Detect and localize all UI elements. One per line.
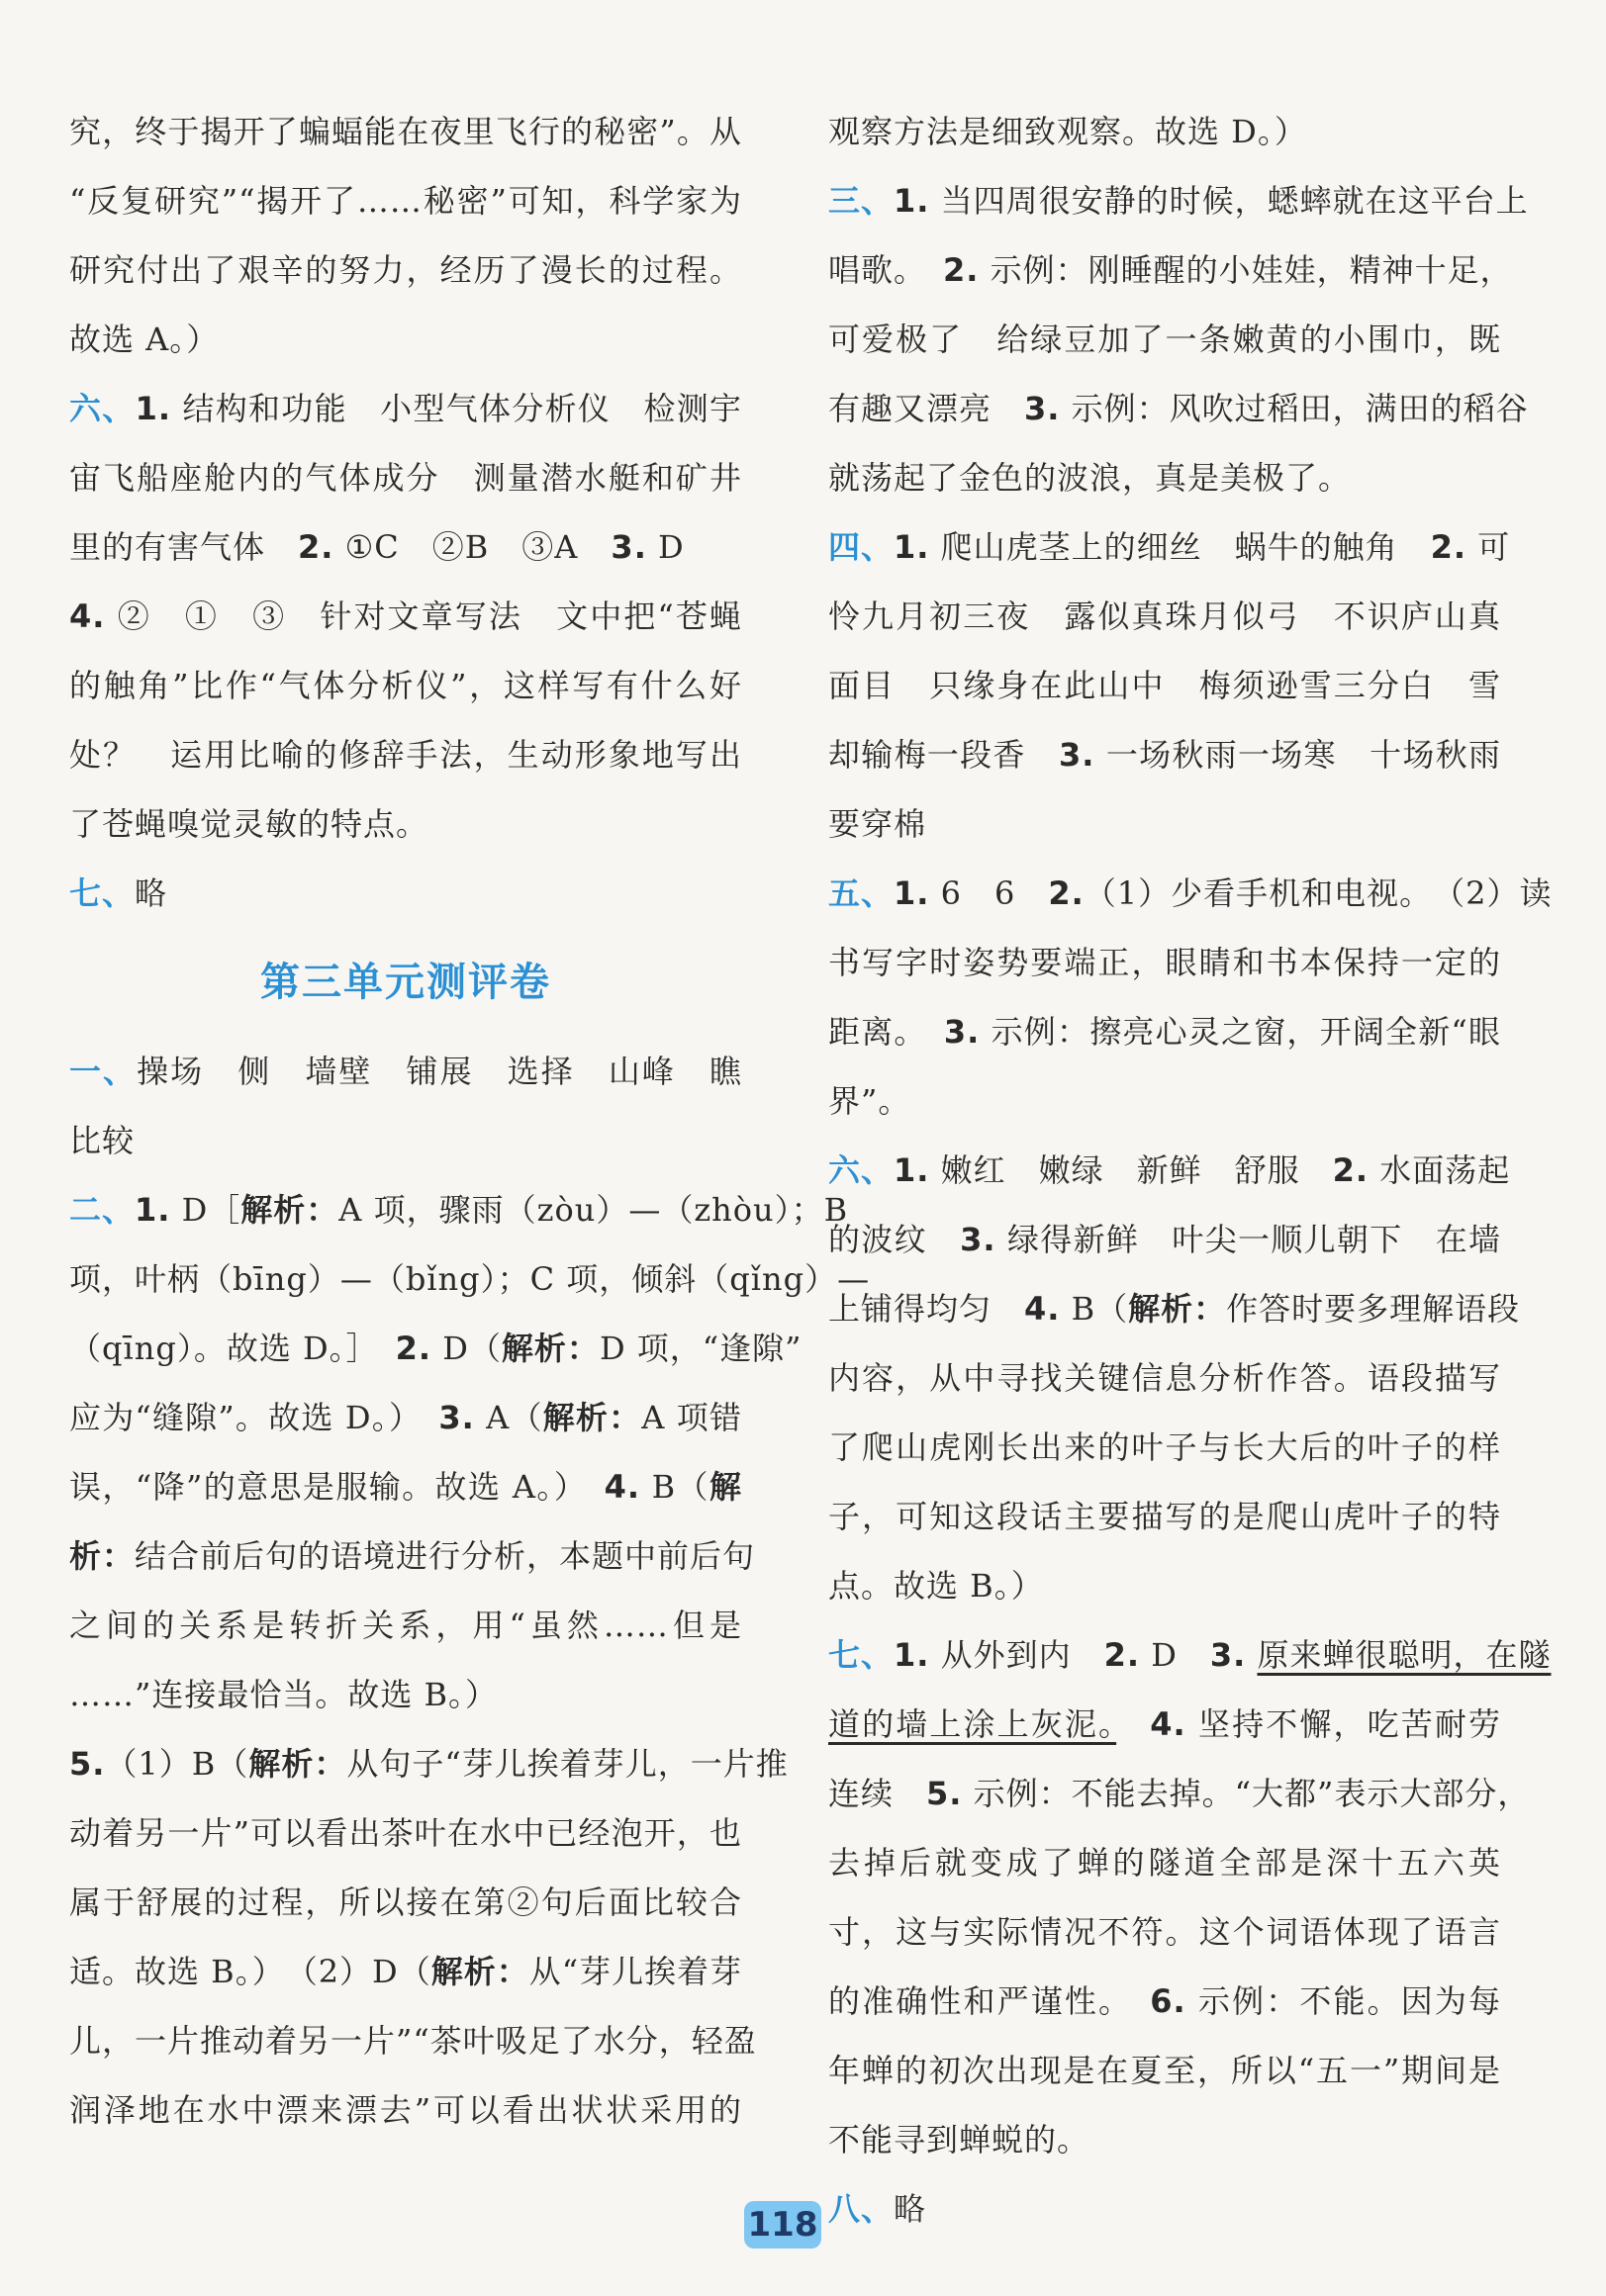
analysis-label: 解析： [248,1745,347,1783]
question-number: 5. [69,1745,106,1783]
text-segment: 属于舒展的过程，所以接在第②句后面比较合 [69,1883,742,1921]
text-line [69,1175,849,1244]
text-line [828,789,1501,859]
text-segment: 示例：擦亮心灵之窗，开阔全新“眼 [980,1013,1501,1051]
analysis-label: 解析： [501,1330,600,1367]
question-number: 6. [1150,1982,1186,2020]
text-segment: 之间的关系是转折关系，用“虽然……但是 [69,1607,742,1644]
text-line [828,2105,1501,2174]
text-line [69,374,742,443]
text-segment: 要穿棉 [828,805,927,843]
section-marker: 六、 [828,1151,895,1189]
text-line [69,1314,803,1383]
text-segment: 界”。 [828,1082,911,1120]
section-marker: 五、 [828,874,895,912]
text-segment: 观察方法是细致观察。故选 D。） [828,113,1307,150]
text-line [828,97,1501,166]
text-segment: （1）B（ [105,1745,249,1783]
text-segment: 的准确性和严谨性。 [828,1982,1151,2020]
text-segment: 故选 A。） [69,321,220,358]
analysis-label: 解析： [1128,1290,1227,1328]
text-segment: 结合前后句的语境进行分析，本题中前后句 [135,1537,756,1575]
text-segment: 有趣又漂亮 [828,390,1025,427]
question-number: 4. [69,597,106,635]
text-segment: 面目 只缘身在此山中 梅须逊雪三分白 雪 [828,667,1501,704]
analysis-label: 解析： [430,1953,529,1990]
text-segment: 一场秋雨一场寒 十场秋雨 [1094,736,1501,774]
text-line [828,1205,1501,1274]
question-number: 1. [894,1636,930,1674]
question-number: 1. [894,528,930,566]
question-number: 2. [298,528,334,566]
text-segment: 年蝉的初次出现是在夏至，所以“五一”期间是 [828,2052,1501,2089]
text-segment: 嫩红 嫩绿 新鲜 舒服 [929,1151,1333,1189]
text-segment: 不能寻到蝉蜕的。 [828,2121,1090,2158]
text-segment: A（ [474,1399,543,1436]
text-segment: “反复研究”“揭开了……秘密”可知，科学家为 [69,182,742,220]
text-line [828,859,1553,928]
text-segment: 略 [135,874,168,912]
text-segment: （1）少看手机和电视。 （2）读 [1084,874,1553,912]
text-segment: A 项错 [641,1399,742,1436]
text-line [828,1620,1552,1690]
text-segment: 了爬山虎刚长出来的叶子与长大后的叶子的样 [828,1428,1501,1466]
text-segment: 唱歌。 [828,251,944,289]
text-segment: 的波纹 [828,1221,961,1258]
text-line [828,443,1501,512]
question-number: 2. [1103,1636,1141,1674]
text-segment: （qīng）。故选 D。］ [69,1330,396,1367]
text-segment: 示例：不能。因为每 [1185,1982,1501,2020]
text-segment: 结构和功能 小型气体分析仪 检测宇 [171,390,742,427]
text-segment: 可爱极了 给绿豆加了一条嫩黄的小围巾，既 [828,321,1501,358]
text-segment: 点。故选 B。） [828,1567,1044,1605]
text-segment: 了苍蝇嗅觉灵敏的特点。 [69,805,429,843]
text-line [828,1066,1501,1136]
text-segment: 适。故选 B。） （2）D（ [69,1953,431,1990]
text-line [828,1136,1511,1205]
text-line [69,582,742,651]
question-number: 2. [1430,528,1467,566]
question-number: 1. [894,874,930,912]
text-segment: 可 [1466,528,1511,566]
text-line [69,1591,742,1660]
text-segment: ①C ②B ③A [333,528,612,566]
text-segment: 的触角”比作“气体分析仪”，这样写有什么好 [69,667,742,704]
text-segment: D（ [431,1330,502,1367]
text-segment: 润泽地在水中漂来漂去”可以看出状状采用的 [69,2091,742,2129]
analysis-label: 解 [709,1468,742,1506]
analysis-label: 析： [69,1537,136,1575]
question-number: 1. [135,1191,171,1229]
text-line [828,928,1501,997]
text-segment [1116,1705,1150,1743]
text-segment: 内容，从中寻找关键信息分析作答。语段描写 [828,1359,1501,1397]
text-segment: 示例：风吹过稻田，满田的稻谷 [1060,390,1529,427]
text-segment: 子，可知这段话主要描写的是爬山虎叶子的特 [828,1498,1501,1535]
text-segment: 就荡起了金色的波浪，真是美极了。 [828,459,1352,497]
section-marker: 八、 [828,2190,895,2228]
question-number: 3. [438,1399,475,1436]
text-segment: 动着另一片”可以看出茶叶在水中已经泡开，也 [69,1814,742,1852]
text-line [828,1482,1501,1551]
text-line [69,1937,742,2006]
analysis-label: 解析： [240,1191,339,1229]
text-line [828,374,1529,443]
text-line [828,2174,1501,2244]
text-segment: B（ [1060,1290,1129,1328]
text-line [828,651,1501,720]
question-number: 4. [1150,1705,1186,1743]
text-line [828,1828,1501,1897]
question-number: 5. [926,1775,963,1812]
question-number: 1. [135,390,171,427]
question-number: 1. [894,182,930,220]
text-line [69,1244,871,1314]
text-line [828,720,1501,789]
question-number: 4. [604,1468,641,1506]
text-line [69,1383,742,1452]
section-marker: 四、 [828,528,895,566]
text-segment: 研究付出了艰辛的努力，经历了漫长的过程。 [69,251,742,289]
question-number: 3. [611,528,647,566]
question-number: 2. [1332,1151,1370,1189]
text-line [69,789,742,859]
underlined-answer: 道的墙上涂上灰泥。 [828,1705,1117,1743]
question-number: 1. [894,1151,930,1189]
question-number: 3. [960,1221,996,1258]
text-segment: 操场 侧 墙壁 铺展 选择 山峰 瞧 [137,1053,742,1090]
text-segment: 从句子“芽儿挨着芽儿，一片推 [346,1745,789,1783]
text-segment: 儿，一片推动着另一片”“茶叶吸足了水分，轻盈 [69,2022,757,2060]
text-segment: D［ [170,1191,241,1229]
text-line [69,2006,757,2075]
text-segment: 宙飞船座舱内的气体成分 测量潜水艇和矿井 [69,459,742,497]
section-marker: 六、 [69,390,136,427]
text-line [828,512,1511,582]
text-line [828,235,1513,305]
text-segment: 里的有害气体 [69,528,299,566]
question-number: 4. [1024,1290,1061,1328]
text-line [69,1037,742,1106]
right-column [828,97,1553,2244]
text-segment: 从外到内 [929,1636,1104,1674]
text-line [828,1413,1501,1482]
text-line [69,1452,742,1521]
text-line [828,1967,1501,2036]
section-marker: 一、 [69,1053,138,1090]
question-number: 3. [1024,390,1061,427]
text-segment: 去掉后就变成了蝉的隧道全部是深十五六英 [828,1844,1501,1882]
text-segment: 水面荡起 [1369,1151,1511,1189]
text-segment: 示例：不能去掉。“大都”表示大部分， [962,1775,1531,1812]
text-segment: D [1140,1636,1210,1674]
left-column [69,97,871,2145]
text-segment: 略 [894,2190,927,2228]
text-line [69,1868,742,1937]
text-segment: 距离。 [828,1013,944,1051]
text-line [69,1729,789,1798]
text-segment: 上铺得均匀 [828,1290,1025,1328]
text-segment: D 项，“逢隙” [599,1330,803,1367]
text-line [828,2036,1501,2105]
text-line [828,582,1501,651]
question-number: 2. [395,1330,432,1367]
text-line [828,305,1501,374]
question-number: 3. [943,1013,981,1051]
text-segment: 究，终于揭开了蝙蝠能在夜里飞行的秘密”。从 [69,113,742,150]
text-segment: 当四周很安静的时候，蟋蟀就在这平台上 [929,182,1529,220]
text-line [69,443,742,512]
text-segment: 坚持不懈，吃苦耐劳 [1185,1705,1501,1743]
section-marker: 二、 [69,1191,136,1229]
text-line [828,1759,1531,1828]
text-segment: B（ [640,1468,709,1506]
text-segment: 却输梅一段香 [828,736,1059,774]
text-line [69,97,742,166]
text-segment: 比较 [69,1122,136,1159]
text-segment: 误，“降”的意思是服输。故选 A。） [69,1468,605,1506]
section-marker: 七、 [69,874,136,912]
text-segment: 处？ 运用比喻的修辞手法，生动形象地写出 [69,736,742,774]
text-segment: 示例：刚睡醒的小娃娃，精神十足， [979,251,1513,289]
text-line [69,651,742,720]
text-line [69,1660,742,1729]
text-segment: 怜九月初三夜 露似真珠月似弓 不识庐山真 [828,597,1501,635]
text-line [69,235,742,305]
text-line [69,720,742,789]
text-segment: ② ① ③ 针对文章写法 文中把“苍蝇 [105,597,742,635]
text-segment: 应为“缝隙”。故选 D。） [69,1399,439,1436]
question-number: 3. [1058,736,1095,774]
text-segment: 书写字时姿势要端正，眼睛和书本保持一定的 [828,944,1501,981]
section-title: 第三单元测评卷 [260,960,551,1005]
underlined-answer: 原来蝉很聪明，在隧 [1257,1636,1552,1674]
text-segment: 爬山虎茎上的细丝 蜗牛的触角 [929,528,1431,566]
text-line [69,1798,742,1868]
text-line [828,997,1501,1066]
text-line [69,859,742,928]
text-segment: ……”连接最恰当。故选 B。） [69,1676,499,1713]
section-marker: 三、 [828,182,895,220]
text-segment: A 项，骤雨（zòu）—（zhòu）；B [338,1191,849,1229]
text-line [828,1343,1501,1413]
text-segment: 从“芽儿挨着芽 [528,1953,743,1990]
text-segment: 连续 [828,1775,927,1812]
text-segment [1246,1636,1257,1674]
question-number: 2. [943,251,980,289]
text-segment: 6 6 [929,874,1049,912]
text-line [828,1551,1501,1620]
text-line [69,1106,742,1175]
text-segment: 项，叶柄（bīng）—（bǐng）；C 项，倾斜（qǐng）— [69,1260,871,1298]
text-line [828,166,1529,235]
section-marker: 七、 [828,1636,895,1674]
text-line [69,512,742,582]
text-segment: 绿得新鲜 叶尖一顺儿朝下 在墙 [995,1221,1501,1258]
text-segment: 寸，这与实际情况不符。这个词语体现了语言 [828,1913,1501,1951]
text-line [69,166,742,235]
text-line [69,2075,742,2145]
analysis-label: 解析： [542,1399,642,1436]
text-line [69,305,742,374]
question-number: 3. [1209,1636,1247,1674]
text-line [828,1274,1521,1343]
question-number: 2. [1048,874,1085,912]
text-line [828,1690,1501,1759]
text-line [69,1521,756,1591]
text-segment: D [646,528,685,566]
page-number: 118 [744,2201,821,2249]
text-line [828,1897,1501,1967]
text-segment: 作答时要多理解语段 [1226,1290,1521,1328]
